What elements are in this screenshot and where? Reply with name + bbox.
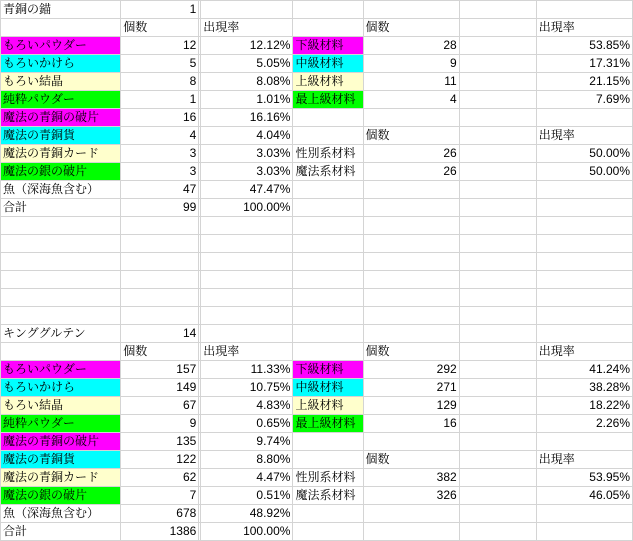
item-rate: 11.33%	[201, 361, 293, 379]
table-row	[1, 145, 633, 163]
category-label: 魔法系材料	[293, 487, 363, 505]
table-row	[1, 37, 633, 55]
empty-cell	[459, 451, 536, 469]
empty-cell	[363, 289, 459, 307]
table-row	[1, 55, 633, 73]
category-rate: 50.00%	[536, 163, 632, 181]
set-count: 1	[121, 1, 199, 19]
table-row	[1, 469, 633, 487]
empty-cell	[459, 433, 536, 451]
table-row	[1, 505, 633, 523]
empty-cell	[536, 289, 632, 307]
table-row	[1, 361, 633, 379]
item-label: 魔法の青銅貨	[1, 451, 121, 469]
empty-cell	[459, 289, 536, 307]
set-count: 14	[121, 325, 199, 343]
category-count: 326	[363, 487, 459, 505]
tier-rate: 2.26%	[536, 415, 632, 433]
item-count: 62	[121, 469, 199, 487]
tier-count: 292	[363, 361, 459, 379]
empty-cell	[363, 199, 459, 217]
empty-cell	[1, 271, 121, 289]
empty-cell	[293, 343, 363, 361]
empty-cell	[536, 307, 632, 325]
empty-cell	[293, 217, 363, 235]
tier-count: 271	[363, 379, 459, 397]
item-label: もろいパウダー	[1, 37, 121, 55]
empty-cell	[536, 505, 632, 523]
table-row	[1, 379, 633, 397]
table-row	[1, 487, 633, 505]
empty-cell	[363, 325, 459, 343]
item-rate: 47.47%	[201, 181, 293, 199]
empty-cell	[363, 523, 459, 541]
empty-cell	[1, 217, 121, 235]
empty-cell	[293, 433, 363, 451]
tier-rate: 17.31%	[536, 55, 632, 73]
table-row	[1, 91, 633, 109]
empty-cell	[121, 307, 199, 325]
empty-cell	[363, 235, 459, 253]
empty-cell	[1, 235, 121, 253]
empty-cell	[1, 307, 121, 325]
table-row	[1, 1, 633, 19]
item-rate: 16.16%	[201, 109, 293, 127]
table-row	[1, 289, 633, 307]
empty-cell	[536, 199, 632, 217]
empty-cell	[363, 433, 459, 451]
empty-cell	[201, 271, 293, 289]
empty-cell	[293, 523, 363, 541]
item-count: 149	[121, 379, 199, 397]
category-label: 性別系材料	[293, 469, 363, 487]
header-count: 個数	[121, 343, 199, 361]
item-count: 5	[121, 55, 199, 73]
item-rate: 10.75%	[201, 379, 293, 397]
table-row	[1, 271, 633, 289]
table-row	[1, 415, 633, 433]
total-rate: 100.00%	[201, 199, 293, 217]
header-rate: 出現率	[201, 19, 293, 37]
tier-count: 11	[363, 73, 459, 91]
table-row	[1, 397, 633, 415]
item-rate: 5.05%	[201, 55, 293, 73]
tier-label: 中級材料	[293, 55, 363, 73]
category-count: 26	[363, 145, 459, 163]
empty-cell	[536, 523, 632, 541]
empty-cell	[363, 1, 459, 19]
tier-count: 4	[363, 91, 459, 109]
empty-cell	[293, 127, 363, 145]
item-rate: 4.47%	[201, 469, 293, 487]
tier-count: 16	[363, 415, 459, 433]
item-rate: 48.92%	[201, 505, 293, 523]
table-row	[1, 235, 633, 253]
empty-cell	[459, 379, 536, 397]
item-rate: 4.04%	[201, 127, 293, 145]
table-row	[1, 433, 633, 451]
item-rate: 4.83%	[201, 397, 293, 415]
header-rate: 出現率	[201, 343, 293, 361]
empty-cell	[536, 253, 632, 271]
empty-cell	[121, 235, 199, 253]
empty-cell	[459, 415, 536, 433]
item-count: 1	[121, 91, 199, 109]
empty-cell	[459, 361, 536, 379]
empty-cell	[293, 235, 363, 253]
tier-header-count: 個数	[363, 343, 459, 361]
item-label: もろい結晶	[1, 397, 121, 415]
block-title: キンググルテン	[1, 325, 121, 343]
empty-cell	[293, 271, 363, 289]
tier-count: 129	[363, 397, 459, 415]
empty-cell	[459, 307, 536, 325]
item-rate: 12.12%	[201, 37, 293, 55]
category-label: 性別系材料	[293, 145, 363, 163]
cat-header-rate: 出現率	[536, 127, 632, 145]
table-row	[1, 307, 633, 325]
table-row	[1, 73, 633, 91]
empty-cell	[1, 343, 121, 361]
empty-cell	[363, 217, 459, 235]
tier-label: 中級材料	[293, 379, 363, 397]
empty-cell	[459, 469, 536, 487]
item-label: もろいパウダー	[1, 361, 121, 379]
empty-cell	[293, 325, 363, 343]
empty-cell	[293, 289, 363, 307]
table-row	[1, 19, 633, 37]
empty-cell	[363, 271, 459, 289]
empty-cell	[536, 325, 632, 343]
item-count: 16	[121, 109, 199, 127]
empty-cell	[459, 91, 536, 109]
empty-cell	[459, 397, 536, 415]
item-rate: 8.80%	[201, 451, 293, 469]
empty-cell	[459, 235, 536, 253]
item-count: 4	[121, 127, 199, 145]
item-count: 135	[121, 433, 199, 451]
empty-cell	[201, 1, 293, 19]
block-title: 青銅の錨	[1, 1, 121, 19]
item-count: 8	[121, 73, 199, 91]
empty-cell	[536, 271, 632, 289]
tier-label: 上級材料	[293, 397, 363, 415]
empty-cell	[536, 109, 632, 127]
tier-rate: 38.28%	[536, 379, 632, 397]
empty-cell	[293, 109, 363, 127]
category-label: 魔法系材料	[293, 163, 363, 181]
tier-rate: 21.15%	[536, 73, 632, 91]
tier-header-rate: 出現率	[536, 343, 632, 361]
empty-cell	[363, 253, 459, 271]
table-row	[1, 253, 633, 271]
empty-cell	[293, 19, 363, 37]
empty-cell	[363, 505, 459, 523]
empty-cell	[536, 1, 632, 19]
item-label: 魔法の青銅の破片	[1, 109, 121, 127]
empty-cell	[293, 1, 363, 19]
empty-cell	[201, 253, 293, 271]
empty-cell	[459, 37, 536, 55]
empty-cell	[459, 1, 536, 19]
empty-cell	[293, 505, 363, 523]
item-label: 魔法の青銅カード	[1, 469, 121, 487]
cat-header-count: 個数	[363, 127, 459, 145]
empty-cell	[459, 127, 536, 145]
tier-label: 最上級材料	[293, 91, 363, 109]
item-count: 3	[121, 163, 199, 181]
item-label: もろいかけら	[1, 55, 121, 73]
empty-cell	[293, 307, 363, 325]
empty-cell	[121, 271, 199, 289]
item-count: 122	[121, 451, 199, 469]
empty-cell	[363, 181, 459, 199]
tier-header-count: 個数	[363, 19, 459, 37]
table-row	[1, 343, 633, 361]
empty-cell	[1, 253, 121, 271]
empty-cell	[459, 163, 536, 181]
empty-cell	[536, 181, 632, 199]
item-label: 魔法の銀の破片	[1, 163, 121, 181]
total-count: 1386	[121, 523, 199, 541]
tier-rate: 41.24%	[536, 361, 632, 379]
total-label: 合計	[1, 199, 121, 217]
tier-count: 9	[363, 55, 459, 73]
table-row	[1, 217, 633, 235]
table-row	[1, 127, 633, 145]
header-count: 個数	[121, 19, 199, 37]
empty-cell	[121, 253, 199, 271]
empty-cell	[459, 271, 536, 289]
item-label: 魚（深海魚含む）	[1, 505, 121, 523]
item-label: 魔法の銀の破片	[1, 487, 121, 505]
table-row	[1, 109, 633, 127]
item-count: 12	[121, 37, 199, 55]
item-label: 魔法の青銅貨	[1, 127, 121, 145]
empty-cell	[459, 73, 536, 91]
item-rate: 3.03%	[201, 145, 293, 163]
item-count: 157	[121, 361, 199, 379]
empty-cell	[293, 451, 363, 469]
item-count: 47	[121, 181, 199, 199]
table-row	[1, 451, 633, 469]
category-rate: 53.95%	[536, 469, 632, 487]
empty-cell	[536, 235, 632, 253]
item-count: 3	[121, 145, 199, 163]
empty-cell	[363, 109, 459, 127]
category-rate: 50.00%	[536, 145, 632, 163]
item-label: 魔法の青銅の破片	[1, 433, 121, 451]
tier-label: 最上級材料	[293, 415, 363, 433]
empty-cell	[459, 145, 536, 163]
tier-rate: 18.22%	[536, 397, 632, 415]
tier-label: 下級材料	[293, 361, 363, 379]
item-rate: 1.01%	[201, 91, 293, 109]
empty-cell	[201, 307, 293, 325]
total-label: 合計	[1, 523, 121, 541]
tier-header-rate: 出現率	[536, 19, 632, 37]
empty-cell	[459, 217, 536, 235]
item-count: 7	[121, 487, 199, 505]
tier-label: 上級材料	[293, 73, 363, 91]
empty-cell	[536, 217, 632, 235]
cat-header-count: 個数	[363, 451, 459, 469]
empty-cell	[293, 253, 363, 271]
empty-cell	[536, 433, 632, 451]
item-label: 魚（深海魚含む）	[1, 181, 121, 199]
table-row	[1, 523, 633, 541]
item-label: 純粋パウダー	[1, 91, 121, 109]
empty-cell	[293, 199, 363, 217]
empty-cell	[459, 343, 536, 361]
empty-cell	[459, 325, 536, 343]
tier-rate: 53.85%	[536, 37, 632, 55]
empty-cell	[121, 217, 199, 235]
table-row	[1, 181, 633, 199]
empty-cell	[1, 19, 121, 37]
category-count: 26	[363, 163, 459, 181]
table-row	[1, 199, 633, 217]
item-rate: 0.65%	[201, 415, 293, 433]
empty-cell	[459, 199, 536, 217]
category-count: 382	[363, 469, 459, 487]
item-rate: 9.74%	[201, 433, 293, 451]
empty-cell	[459, 19, 536, 37]
item-count: 67	[121, 397, 199, 415]
tier-rate: 7.69%	[536, 91, 632, 109]
item-label: もろい結晶	[1, 73, 121, 91]
total-count: 99	[121, 199, 199, 217]
tier-count: 28	[363, 37, 459, 55]
empty-cell	[459, 487, 536, 505]
empty-cell	[293, 181, 363, 199]
item-count: 678	[121, 505, 199, 523]
table-row	[1, 163, 633, 181]
table-row	[1, 325, 633, 343]
empty-cell	[459, 181, 536, 199]
empty-cell	[201, 217, 293, 235]
empty-cell	[459, 523, 536, 541]
empty-cell	[459, 109, 536, 127]
empty-cell	[201, 235, 293, 253]
cat-header-rate: 出現率	[536, 451, 632, 469]
item-label: 純粋パウダー	[1, 415, 121, 433]
empty-cell	[459, 253, 536, 271]
empty-cell	[201, 325, 293, 343]
category-rate: 46.05%	[536, 487, 632, 505]
empty-cell	[459, 55, 536, 73]
empty-cell	[201, 289, 293, 307]
empty-cell	[363, 307, 459, 325]
empty-cell	[121, 289, 199, 307]
item-count: 9	[121, 415, 199, 433]
item-rate: 8.08%	[201, 73, 293, 91]
item-label: もろいかけら	[1, 379, 121, 397]
item-label: 魔法の青銅カード	[1, 145, 121, 163]
total-rate: 100.00%	[201, 523, 293, 541]
item-rate: 3.03%	[201, 163, 293, 181]
empty-cell	[459, 505, 536, 523]
tier-label: 下級材料	[293, 37, 363, 55]
item-rate: 0.51%	[201, 487, 293, 505]
empty-cell	[1, 289, 121, 307]
